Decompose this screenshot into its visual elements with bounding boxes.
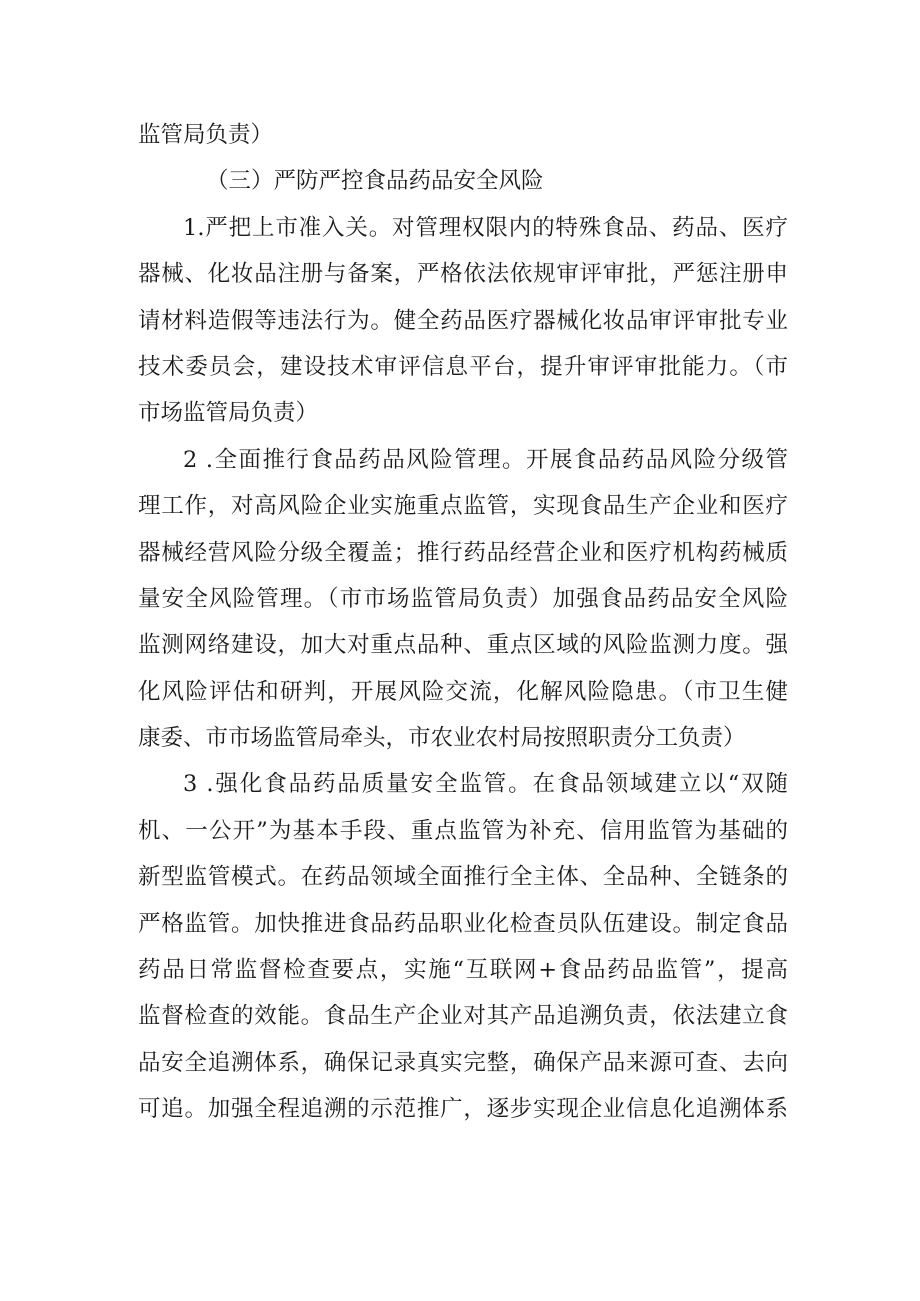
text-line: 监管局负责） (138, 122, 274, 148)
text-line: 请材料造假等违法行为。健全药品医疗器械化妆品审评审批专业 (138, 307, 788, 334)
text-line: 新型监管模式。在药品领域全面推行全主体、全品种、全链条的 (138, 864, 788, 891)
text-line: 2 .全面推行食品药品风险管理。开展食品药品风险分级管 (183, 446, 788, 473)
text-line: 技术委员会，建设技术审评信息平台，提升审评审批能力。（市 (138, 353, 788, 380)
text-line: 量安全风险管理。（市市场监管局负责）加强食品药品安全风险 (138, 585, 788, 612)
text-line: 监督检查的效能。食品生产企业对其产品追溯负责，依法建立食 (138, 1003, 788, 1030)
text-line: 理工作，对高风险企业实施重点监管，实现食品生产企业和医疗 (138, 493, 788, 520)
text-line: 可追。加强全程追溯的示范推广，逐步实现企业信息化追溯体系 (138, 1096, 788, 1123)
text-line: 化风险评估和研判，开展风险交流，化解风险隐患。（市卫生健 (138, 678, 788, 705)
text-line: （三）严防严控食品药品安全风险 (206, 168, 544, 195)
text-line: 监测网络建设，加大对重点品种、重点区域的风险监测力度。强 (138, 632, 788, 659)
text-line: 机、一公开”为基本手段、重点监管为补充、信用监管为基础的 (138, 817, 788, 844)
text-line: 器械经营风险分级全覆盖；推行药品经营企业和医疗机构药械质 (138, 539, 788, 566)
text-line: 3 .强化食品药品质量安全监管。在食品领域建立以“双随 (183, 771, 788, 798)
text-line: 器械、化妆品注册与备案，严格依法依规审评审批，严惩注册申 (138, 261, 788, 288)
document-page (138, 112, 788, 1133)
text-line: 严格监管。加快推进食品药品职业化检查员队伍建设。制定食品 (138, 910, 788, 937)
text-line: 康委、市市场监管局牵头，市农业农村局按照职责分工负责） (138, 725, 746, 752)
text-line: 1.严把上市准入关。对管理权限内的特殊食品、药品、医疗 (183, 214, 788, 241)
text-line: 市场监管局负责） (138, 400, 319, 427)
text-line: 品安全追溯体系，确保记录真实完整，确保产品来源可查、去向 (138, 1049, 788, 1076)
text-line: 药品日常监督检查要点，实施“互联网+食品药品监管”，提高 (138, 957, 788, 984)
